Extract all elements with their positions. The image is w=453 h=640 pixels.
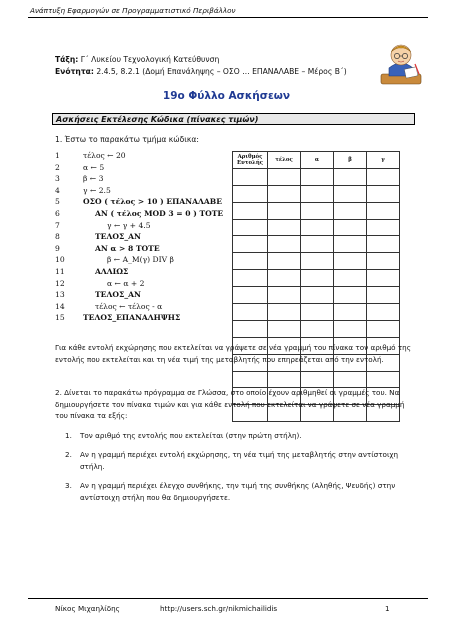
table-cell — [367, 371, 400, 388]
table-row — [233, 236, 400, 253]
table-cell — [233, 236, 268, 253]
running-header: Ανάπτυξη Εφαρμογών σε Προγραμματιστικό Περιβάλλον — [30, 6, 236, 15]
unit-label: Ενότητα: — [55, 67, 94, 76]
exercise1-instruction: Για κάθε εντολή εκχώρησης που εκτελείται να γράψετε σε νέα γραμμή του πίνακα τον αριθμό της εντολής που εκτελείται και τη νέα τιμή της μεταβλητής που επηρεάζεται από την εντολή. — [55, 343, 411, 364]
table-row — [233, 287, 400, 304]
table-cell — [268, 371, 301, 388]
code-line-text: ΤΕΛΟΣ_ΕΠΑΝΑΛΗΨΗΣ — [83, 313, 181, 323]
table-row — [233, 270, 400, 287]
list-item-number: 3. — [65, 481, 72, 490]
table-cell — [367, 253, 400, 270]
table-cell — [334, 287, 367, 304]
list-item-text: Αν η γραμμή περιέχει έλεγχο συνθήκης, την τιμή της συνθήκης (Αληθής, Ψευδής) στην αντίστοιχη στήλη που θα δημιουργήσετε. — [80, 481, 396, 502]
code-line-number: 13 — [55, 290, 65, 300]
list-item-text: Τον αριθμό της εντολής που εκτελείται (στην πρώτη στήλη). — [80, 431, 302, 440]
code-line-text: τέλος ← 20 — [83, 151, 126, 160]
table-cell — [334, 202, 367, 219]
table-cell — [367, 185, 400, 202]
table-cell — [301, 371, 334, 388]
footer-page-number: 1 — [385, 604, 390, 613]
table-row — [233, 168, 400, 185]
exercise2-prompt: 2. Δίνεται το παρακάτω πρόγραμμα σε Γλώσσα, στο οποίο έχουν αριθμηθεί οι γραμμές του. Να δημιουργήσετε τον πίνακα τιμών και για κάθε εντολή που εκτελείται να γράψετε σε νέα γραμμή του πίνακα τα εξής: — [55, 388, 405, 420]
exercise1-prompt: 1. Έστω το παρακάτω τμήμα κώδικα: — [55, 135, 199, 144]
code-line-text: α ← 5 — [83, 162, 105, 172]
table-cell — [268, 202, 301, 219]
table-cell — [367, 202, 400, 219]
table-cell — [268, 270, 301, 287]
table-cell — [301, 287, 334, 304]
code-line-text: γ ← γ + 4.5 — [107, 220, 151, 230]
header-divider — [28, 17, 428, 18]
table-cell — [301, 219, 334, 236]
trace-table-header: α — [301, 152, 334, 169]
unit-value: 2.4.5, 8.2.1 (Δομή Επανάληψης – ΟΣΟ … ΕΠΑΝΑΛΑΒΕ – Μέρος Β΄) — [93, 67, 347, 76]
code-line-text: β ← Α_Μ(γ) DIV β — [107, 255, 174, 265]
table-cell — [367, 168, 400, 185]
table-cell — [233, 168, 268, 185]
footer-divider — [28, 598, 428, 599]
trace-table-header: Αριθμός Εντολής — [233, 152, 268, 169]
code-line-text: ΤΕΛΟΣ_ΑΝ — [95, 290, 141, 300]
table-cell — [268, 287, 301, 304]
table-cell — [367, 287, 400, 304]
table-cell — [301, 168, 334, 185]
code-line-number: 2 — [55, 162, 60, 172]
table-cell — [334, 236, 367, 253]
code-line-number: 5 — [55, 197, 60, 207]
table-cell — [268, 185, 301, 202]
trace-table-header: β — [334, 152, 367, 169]
code-line-text: β ← 3 — [83, 174, 104, 184]
list-item-text: Αν η γραμμή περιέχει εντολή εκχώρησης, τη νέα τιμή της μεταβλητής στην αντίστοιχη στήλη. — [80, 450, 399, 471]
code-line-number: 11 — [55, 267, 65, 276]
table-cell — [334, 185, 367, 202]
code-line-text: ΑΝ α > 8 ΤΟΤΕ — [95, 243, 160, 253]
table-cell — [268, 253, 301, 270]
table-cell — [367, 236, 400, 253]
unit-line — [55, 67, 347, 76]
table-cell — [233, 287, 268, 304]
table-cell — [301, 185, 334, 202]
code-line-number: 8 — [55, 232, 60, 242]
class-line — [55, 55, 219, 64]
table-cell — [367, 270, 400, 287]
table-cell — [301, 202, 334, 219]
list-item-number: 2. — [65, 450, 72, 459]
table-row — [233, 219, 400, 236]
student-cartoon-icon — [375, 38, 427, 88]
table-cell — [334, 304, 367, 321]
code-line-text: τέλος ← τέλος - α — [95, 301, 163, 311]
code-line-number: 6 — [55, 209, 60, 218]
table-cell — [301, 304, 334, 321]
table-cell — [268, 236, 301, 253]
table-cell — [233, 185, 268, 202]
code-line-number: 10 — [55, 255, 65, 265]
table-cell — [301, 253, 334, 270]
table-cell — [233, 320, 268, 337]
table-cell — [233, 202, 268, 219]
code-line-number: 4 — [55, 185, 60, 195]
page-title: 19ο Φύλλο Ασκήσεων — [162, 90, 291, 102]
code-line-number: 3 — [55, 174, 60, 184]
section-heading: Ασκήσεις Εκτέλεσης Κώδικα (πίνακες τιμών) — [52, 113, 415, 125]
table-row — [233, 320, 400, 337]
table-cell — [334, 253, 367, 270]
code-line-number: 1 — [55, 151, 60, 160]
table-cell — [334, 219, 367, 236]
table-cell — [233, 371, 268, 388]
table-cell — [301, 236, 334, 253]
table-cell — [301, 270, 334, 287]
table-row — [233, 371, 400, 388]
class-label: Τάξη: — [55, 55, 79, 64]
table-cell — [233, 304, 268, 321]
trace-table-header: τέλος — [268, 152, 301, 169]
code-line-text: ΑΝ ( τέλος MOD 3 = 0 ) ΤΟΤΕ — [95, 209, 224, 218]
trace-table — [232, 151, 400, 422]
trace-table-header: γ — [367, 152, 400, 169]
class-value: Γ΄ Λυκείου Τεχνολογική Κατεύθυνση — [78, 55, 220, 64]
list-item — [65, 449, 415, 472]
table-cell — [268, 320, 301, 337]
table-cell — [334, 320, 367, 337]
table-cell — [367, 320, 400, 337]
table-row — [233, 253, 400, 270]
list-item-number: 1. — [65, 431, 72, 440]
list-item — [65, 480, 415, 503]
table-cell — [233, 270, 268, 287]
code-line-number: 14 — [55, 301, 65, 311]
code-line-number: 15 — [55, 313, 65, 323]
table-cell — [334, 168, 367, 185]
table-cell — [268, 168, 301, 185]
table-cell — [268, 304, 301, 321]
table-row — [233, 304, 400, 321]
code-line-text: ΤΕΛΟΣ_ΑΝ — [95, 232, 141, 242]
code-line-number: 12 — [55, 278, 65, 288]
footer-author: Νίκος Μιχαηλίδης — [55, 604, 120, 613]
code-line-text: ΑΛΛΙΩΣ — [95, 267, 129, 276]
table-cell — [367, 304, 400, 321]
code-line-text: α ← α + 2 — [107, 278, 145, 288]
code-line-text: ΟΣΟ ( τέλος > 10 ) ΕΠΑΝΑΛΑΒΕ — [83, 197, 222, 207]
table-cell — [334, 371, 367, 388]
code-line-number: 9 — [55, 243, 60, 253]
table-row — [233, 202, 400, 219]
footer-url[interactable]: http://users.sch.gr/nikmichailidis — [160, 604, 278, 613]
table-cell — [367, 219, 400, 236]
code-line-number: 7 — [55, 220, 60, 230]
table-cell — [233, 253, 268, 270]
table-cell — [334, 270, 367, 287]
table-cell — [301, 320, 334, 337]
table-row — [233, 185, 400, 202]
table-cell — [233, 219, 268, 236]
code-line-text: γ ← 2.5 — [83, 185, 111, 195]
list-item — [65, 430, 415, 442]
table-cell — [268, 219, 301, 236]
